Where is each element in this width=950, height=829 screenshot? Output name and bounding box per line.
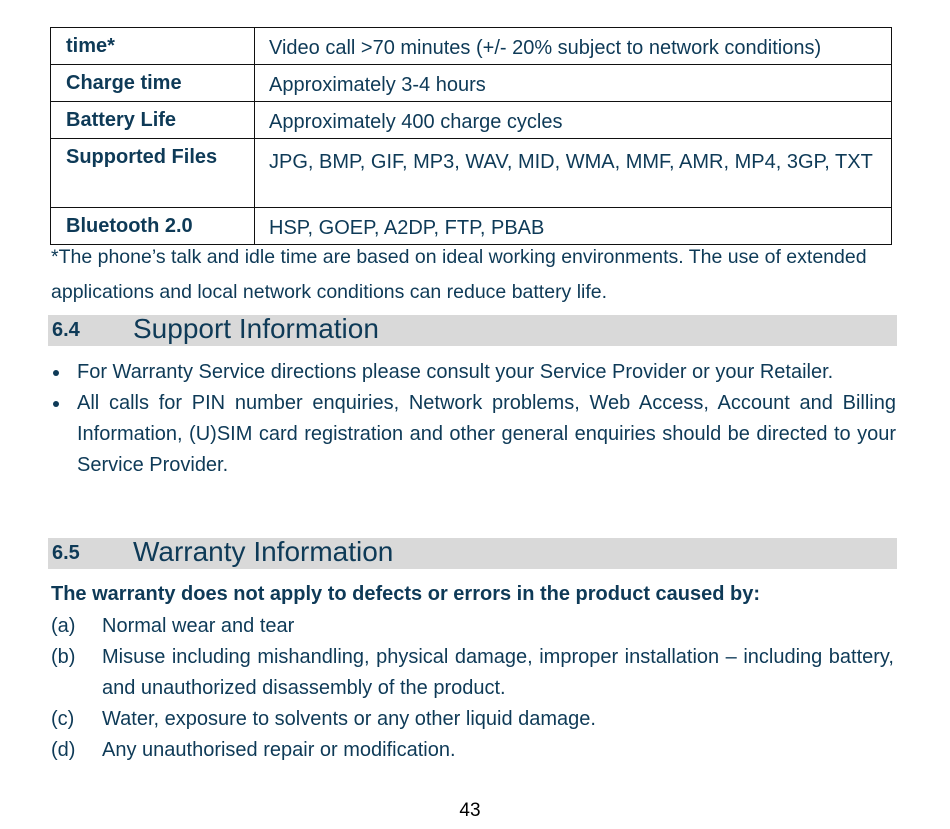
- item-text: Normal wear and tear: [102, 615, 295, 637]
- table-row: [51, 65, 892, 102]
- list-item: [51, 735, 894, 766]
- spec-key: Charge time: [51, 65, 255, 102]
- item-marker: (a): [51, 615, 76, 637]
- spec-value: JPG, BMP, GIF, MP3, WAV, MID, WMA, MMF, AMR, MP4, 3GP, TXT: [255, 139, 892, 208]
- spec-table: [50, 27, 892, 245]
- bullet-icon: [53, 401, 59, 407]
- section-title: Support Information: [133, 313, 379, 344]
- support-bullet-list: [48, 357, 896, 481]
- footnote: *The phone’s talk and idle time are based on ideal working environments. The use of extended applications and local network conditions can reduce battery life.: [51, 246, 867, 303]
- item-marker: (b): [51, 646, 76, 668]
- spec-value: HSP, GOEP, A2DP, FTP, PBAB: [255, 208, 892, 245]
- bullet-text: All calls for PIN number enquiries, Network problems, Web Access, Account and Billing Information, (U)SIM card registration and other general enquiries should be directed to your Service Provider.: [77, 392, 896, 476]
- table-row: [51, 139, 892, 208]
- bullet-text: For Warranty Service directions please consult your Service Provider or your Retailer.: [77, 361, 834, 383]
- bullet-icon: [53, 370, 59, 376]
- list-item: [48, 357, 896, 388]
- section-header-support: [48, 315, 897, 346]
- table-row: [51, 28, 892, 65]
- spec-key: Supported Files: [51, 139, 255, 208]
- warranty-item-list: [51, 611, 894, 766]
- section-header-warranty: [48, 538, 897, 569]
- section-number: 6.5: [52, 542, 80, 564]
- page-number: 43: [459, 800, 481, 821]
- item-marker: (d): [51, 739, 76, 761]
- spec-value: Approximately 3-4 hours: [255, 65, 892, 102]
- list-item: [48, 388, 896, 481]
- section-title: Warranty Information: [133, 536, 394, 567]
- spec-value: Video call >70 minutes (+/- 20% subject to network conditions): [255, 28, 892, 65]
- spec-key: time*: [51, 28, 255, 65]
- item-text: Water, exposure to solvents or any other liquid damage.: [102, 708, 596, 730]
- table-row: [51, 102, 892, 139]
- item-text: Misuse including mishandling, physical damage, improper installation – including battery, and unauthorized disassembly of the product.: [102, 646, 894, 699]
- list-item: [51, 611, 894, 642]
- item-text: Any unauthorised repair or modification.: [102, 739, 456, 761]
- section-number: 6.4: [52, 319, 80, 341]
- spec-value: Approximately 400 charge cycles: [255, 102, 892, 139]
- spec-key: Battery Life: [51, 102, 255, 139]
- table-row: [51, 208, 892, 245]
- list-item: [51, 642, 894, 704]
- item-marker: (c): [51, 708, 75, 730]
- spec-key: Bluetooth 2.0: [51, 208, 255, 245]
- warranty-lead: The warranty does not apply to defects or errors in the product caused by:: [51, 583, 761, 605]
- list-item: [51, 704, 894, 735]
